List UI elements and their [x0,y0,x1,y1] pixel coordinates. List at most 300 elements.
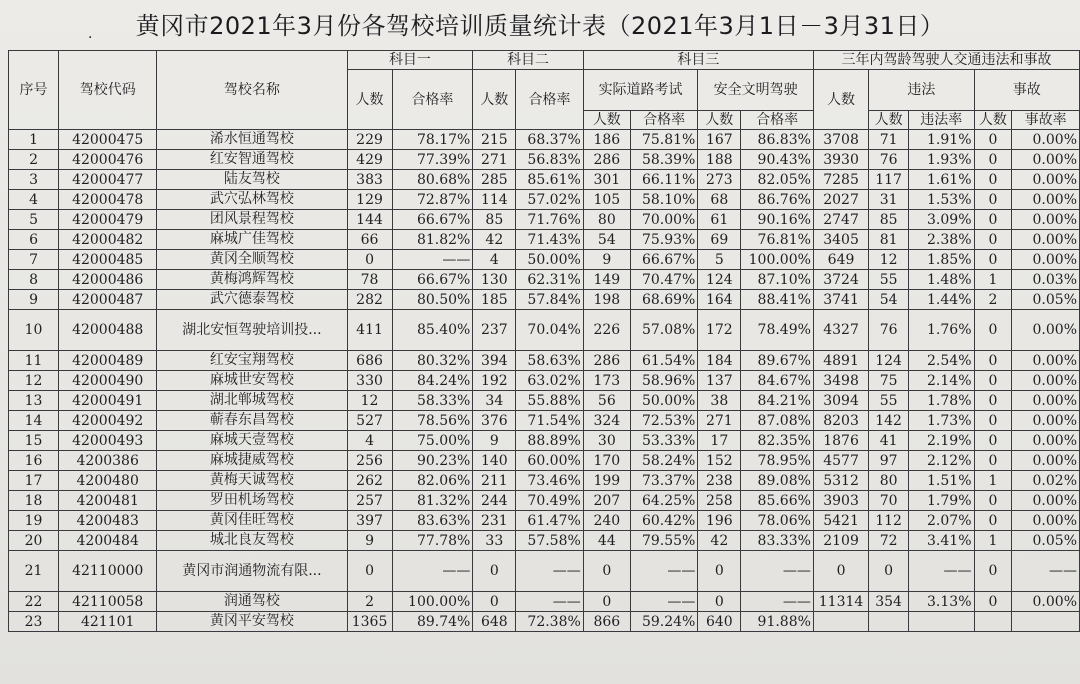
s2-rate-cell: 73.46% [516,471,584,491]
violation-rate-cell: 1.91% [909,130,974,150]
accident-rate-cell: 0.00% [1012,391,1080,411]
violation-rate-cell: 2.54% [909,351,974,371]
s1-rate-cell: 77.39% [392,150,473,170]
accident-rate-cell: 0.00% [1012,310,1080,351]
s1-count-cell: 78 [347,270,392,290]
accident-rate-cell: 0.00% [1012,210,1080,230]
header-subject2: 科目二 [473,51,583,70]
table-row [9,471,1080,491]
violation-rate-cell: 3.13% [909,592,974,612]
three-year-count-cell: 2109 [813,531,868,551]
name-cell: 麻城天壹驾校 [157,431,347,451]
road-count-cell: 170 [583,451,630,471]
s2-rate-cell: 58.63% [516,351,584,371]
code-cell: 42000489 [59,351,157,371]
safe-count-cell: 172 [698,310,741,351]
s2-count-cell: 237 [473,310,516,351]
accident-count-cell: 1 [974,270,1012,290]
three-year-count-cell: 649 [813,250,868,270]
violation-rate-cell: 1.53% [909,190,974,210]
seq-cell: 22 [9,592,59,612]
accident-rate-cell [1012,612,1080,632]
road-count-cell: 324 [583,411,630,431]
violation-count-cell: 112 [869,511,909,531]
accident-count-cell: 0 [974,130,1012,150]
violation-count-cell: 54 [869,290,909,310]
accident-count-cell: 0 [974,511,1012,531]
safe-rate-cell: 76.81% [741,230,814,250]
safe-rate-cell: 82.35% [741,431,814,451]
three-year-count-cell: 0 [813,551,868,592]
header-acc-rate: 事故率 [1012,111,1080,130]
accident-rate-cell: 0.03% [1012,270,1080,290]
table-row [9,250,1080,270]
violation-rate-cell: 1.44% [909,290,974,310]
table-row [9,130,1080,150]
s1-count-cell: 0 [347,551,392,592]
safe-rate-cell: 85.66% [741,491,814,511]
code-cell: 42000491 [59,391,157,411]
road-rate-cell: —— [630,551,698,592]
s1-rate-cell: 83.63% [392,511,473,531]
ink-dot: · [88,30,93,46]
table-row [9,270,1080,290]
table-row [9,210,1080,230]
code-cell: 42000490 [59,371,157,391]
table-row [9,190,1080,210]
seq-cell: 5 [9,210,59,230]
s2-rate-cell: 71.76% [516,210,584,230]
s1-rate-cell: 82.06% [392,471,473,491]
code-cell: 4200481 [59,491,157,511]
safe-count-cell: 124 [698,270,741,290]
road-rate-cell: 58.39% [630,150,698,170]
name-cell: 麻城广佳驾校 [157,230,347,250]
accident-count-cell: 0 [974,592,1012,612]
three-year-count-cell: 3708 [813,130,868,150]
road-rate-cell: 53.33% [630,431,698,451]
seq-cell: 10 [9,310,59,351]
safe-count-cell: 167 [698,130,741,150]
safe-count-cell: 0 [698,592,741,612]
road-count-cell: 286 [583,351,630,371]
accident-count-cell: 0 [974,210,1012,230]
road-rate-cell: 59.24% [630,612,698,632]
s2-rate-cell: 70.49% [516,491,584,511]
safe-count-cell: 68 [698,190,741,210]
s1-count-cell: 397 [347,511,392,531]
violation-count-cell: 0 [869,551,909,592]
three-year-count-cell: 3741 [813,290,868,310]
s2-count-cell: 231 [473,511,516,531]
three-year-count-cell: 3930 [813,150,868,170]
s2-count-cell: 85 [473,210,516,230]
accident-count-cell: 2 [974,290,1012,310]
accident-count-cell: 0 [974,250,1012,270]
name-cell: 浠水恒通驾校 [157,130,347,150]
s2-count-cell: 0 [473,592,516,612]
header-violation: 违法 [869,70,974,111]
safe-rate-cell: 78.49% [741,310,814,351]
s2-count-cell: 130 [473,270,516,290]
safe-rate-cell: 84.21% [741,391,814,411]
road-rate-cell: 70.00% [630,210,698,230]
s1-count-cell: 282 [347,290,392,310]
s2-rate-cell: 50.00% [516,250,584,270]
code-cell: 42000487 [59,290,157,310]
safe-rate-cell: 83.33% [741,531,814,551]
safe-rate-cell: —— [741,551,814,592]
s1-count-cell: 66 [347,230,392,250]
accident-count-cell: 0 [974,371,1012,391]
three-year-count-cell [813,612,868,632]
s1-count-cell: 429 [347,150,392,170]
accident-count-cell: 0 [974,391,1012,411]
s1-count-cell: 129 [347,190,392,210]
safe-rate-cell: 78.95% [741,451,814,471]
name-cell: 黄冈佳旺驾校 [157,511,347,531]
road-rate-cell: 50.00% [630,391,698,411]
violation-count-cell: 142 [869,411,909,431]
s1-count-cell: 144 [347,210,392,230]
accident-count-cell: 1 [974,471,1012,491]
seq-cell: 16 [9,451,59,471]
safe-count-cell: 152 [698,451,741,471]
s2-rate-cell: 85.61% [516,170,584,190]
road-rate-cell: 64.25% [630,491,698,511]
table-row [9,230,1080,250]
road-rate-cell: 57.08% [630,310,698,351]
seq-cell: 17 [9,471,59,491]
violation-count-cell: 354 [869,592,909,612]
three-year-count-cell: 3903 [813,491,868,511]
code-cell: 42000482 [59,230,157,250]
violation-rate-cell: 1.85% [909,250,974,270]
s2-rate-cell: 71.54% [516,411,584,431]
violation-rate-cell: 2.38% [909,230,974,250]
s2-rate-cell: 57.84% [516,290,584,310]
code-cell: 42000486 [59,270,157,290]
violation-rate-cell: 1.73% [909,411,974,431]
accident-count-cell: 0 [974,310,1012,351]
seq-cell: 3 [9,170,59,190]
table-row [9,411,1080,431]
seq-cell: 18 [9,491,59,511]
accident-rate-cell: 0.00% [1012,190,1080,210]
road-rate-cell: 60.42% [630,511,698,531]
violation-count-cell [869,612,909,632]
s1-count-cell: 256 [347,451,392,471]
accident-rate-cell: 0.00% [1012,411,1080,431]
road-count-cell: 866 [583,612,630,632]
accident-rate-cell: 0.00% [1012,451,1080,471]
header-name: 驾校名称 [157,51,347,130]
road-rate-cell: 66.11% [630,170,698,190]
name-cell: 黄冈全顺驾校 [157,250,347,270]
road-rate-cell: 73.37% [630,471,698,491]
s2-rate-cell: 70.04% [516,310,584,351]
three-year-count-cell: 5421 [813,511,868,531]
three-year-count-cell: 3405 [813,230,868,250]
s2-rate-cell: 88.89% [516,431,584,451]
violation-count-cell: 75 [869,371,909,391]
s1-rate-cell: 85.40% [392,310,473,351]
s1-rate-cell: 78.56% [392,411,473,431]
header-s1-count: 人数 [347,70,392,130]
road-rate-cell: 79.55% [630,531,698,551]
header-road-rate: 合格率 [630,111,698,130]
s1-count-cell: 229 [347,130,392,150]
road-count-cell: 207 [583,491,630,511]
accident-rate-cell: 0.00% [1012,592,1080,612]
name-cell: 麻城世安驾校 [157,371,347,391]
accident-rate-cell: 0.00% [1012,431,1080,451]
table-row [9,491,1080,511]
table-row [9,431,1080,451]
code-cell: 4200483 [59,511,157,531]
road-rate-cell: 70.47% [630,270,698,290]
s1-count-cell: 12 [347,391,392,411]
header-three-year: 三年内驾龄驾驶人交通违法和事故 [813,51,1079,70]
accident-count-cell: 0 [974,411,1012,431]
name-cell: 红安宝翔驾校 [157,351,347,371]
s2-rate-cell: 60.00% [516,451,584,471]
s2-count-cell: 114 [473,190,516,210]
s2-rate-cell: 71.43% [516,230,584,250]
name-cell: 湖北郸城驾校 [157,391,347,411]
name-cell: 黄冈市润通物流有限... [157,551,347,592]
s2-rate-cell: 57.58% [516,531,584,551]
violation-count-cell: 41 [869,431,909,451]
accident-rate-cell: 0.00% [1012,511,1080,531]
road-rate-cell: 75.93% [630,230,698,250]
accident-rate-cell: —— [1012,551,1080,592]
table-row [9,391,1080,411]
code-cell: 42000478 [59,190,157,210]
violation-rate-cell: 1.48% [909,270,974,290]
road-rate-cell: 68.69% [630,290,698,310]
violation-rate-cell: 2.19% [909,431,974,451]
accident-rate-cell: 0.02% [1012,471,1080,491]
accident-rate-cell: 0.05% [1012,531,1080,551]
s2-rate-cell: 68.37% [516,130,584,150]
violation-rate-cell: 2.07% [909,511,974,531]
violation-count-cell: 76 [869,310,909,351]
name-cell: 湖北安恒驾驶培训投... [157,310,347,351]
safe-count-cell: 61 [698,210,741,230]
s2-count-cell: 215 [473,130,516,150]
header-acc-count: 人数 [974,111,1012,130]
violation-count-cell: 72 [869,531,909,551]
code-cell: 42110000 [59,551,157,592]
table-row [9,371,1080,391]
name-cell: 城北良友驾校 [157,531,347,551]
safe-rate-cell: 86.76% [741,190,814,210]
seq-cell: 20 [9,531,59,551]
safe-count-cell: 271 [698,411,741,431]
s2-rate-cell: 61.47% [516,511,584,531]
violation-rate-cell: —— [909,551,974,592]
s1-count-cell: 2 [347,592,392,612]
table-row [9,290,1080,310]
code-cell: 4200480 [59,471,157,491]
three-year-count-cell: 2027 [813,190,868,210]
safe-rate-cell: 89.08% [741,471,814,491]
s2-count-cell: 376 [473,411,516,431]
table-row [9,451,1080,471]
s1-rate-cell: —— [392,551,473,592]
s1-rate-cell: 80.32% [392,351,473,371]
s2-count-cell: 192 [473,371,516,391]
road-count-cell: 199 [583,471,630,491]
safe-count-cell: 0 [698,551,741,592]
three-year-count-cell: 3498 [813,371,868,391]
violation-rate-cell: 1.51% [909,471,974,491]
road-count-cell: 286 [583,150,630,170]
s1-rate-cell: 66.67% [392,270,473,290]
header-s2-count: 人数 [473,70,516,130]
violation-count-cell: 97 [869,451,909,471]
accident-count-cell: 0 [974,230,1012,250]
three-year-count-cell: 11314 [813,592,868,612]
road-count-cell: 301 [583,170,630,190]
s2-rate-cell: 62.31% [516,270,584,290]
violation-rate-cell: 3.41% [909,531,974,551]
seq-cell: 9 [9,290,59,310]
accident-rate-cell: 0.00% [1012,371,1080,391]
table-row [9,531,1080,551]
road-count-cell: 54 [583,230,630,250]
safe-rate-cell: —— [741,592,814,612]
accident-count-cell: 0 [974,491,1012,511]
code-cell: 42000488 [59,310,157,351]
road-rate-cell: 58.10% [630,190,698,210]
s2-count-cell: 285 [473,170,516,190]
s1-count-cell: 1365 [347,612,392,632]
s1-count-cell: 527 [347,411,392,431]
stats-table [8,50,1080,632]
seq-cell: 6 [9,230,59,250]
violation-count-cell: 76 [869,150,909,170]
safe-count-cell: 69 [698,230,741,250]
violation-rate-cell: 1.79% [909,491,974,511]
accident-count-cell [974,612,1012,632]
header-ty-count: 人数 [813,70,868,130]
s2-count-cell: 0 [473,551,516,592]
road-count-cell: 0 [583,551,630,592]
seq-cell: 19 [9,511,59,531]
road-count-cell: 173 [583,371,630,391]
road-count-cell: 198 [583,290,630,310]
seq-cell: 4 [9,190,59,210]
table-row [9,310,1080,351]
violation-count-cell: 70 [869,491,909,511]
violation-count-cell: 71 [869,130,909,150]
s1-rate-cell: 72.87% [392,190,473,210]
s1-rate-cell: 89.74% [392,612,473,632]
s2-rate-cell: 55.88% [516,391,584,411]
accident-count-cell: 0 [974,150,1012,170]
table-row [9,551,1080,592]
s1-count-cell: 4 [347,431,392,451]
road-count-cell: 149 [583,270,630,290]
name-cell: 陆友驾校 [157,170,347,190]
code-cell: 42000492 [59,411,157,431]
three-year-count-cell: 3094 [813,391,868,411]
code-cell: 421101 [59,612,157,632]
road-rate-cell: 58.96% [630,371,698,391]
s1-rate-cell: 77.78% [392,531,473,551]
violation-rate-cell: 1.78% [909,391,974,411]
header-s1-rate: 合格率 [392,70,473,130]
road-count-cell: 240 [583,511,630,531]
name-cell: 麻城捷威驾校 [157,451,347,471]
violation-count-cell: 117 [869,170,909,190]
violation-count-cell: 81 [869,230,909,250]
seq-cell: 7 [9,250,59,270]
accident-rate-cell: 0.00% [1012,250,1080,270]
road-rate-cell: —— [630,592,698,612]
seq-cell: 1 [9,130,59,150]
s2-count-cell: 34 [473,391,516,411]
violation-rate-cell: 2.12% [909,451,974,471]
code-cell: 42000493 [59,431,157,451]
safe-rate-cell: 87.08% [741,411,814,431]
header-accident: 事故 [974,70,1080,111]
s1-rate-cell: 80.68% [392,170,473,190]
s1-rate-cell: 90.23% [392,451,473,471]
header-safe-driving: 安全文明驾驶 [698,70,814,111]
s2-count-cell: 211 [473,471,516,491]
code-cell: 42000485 [59,250,157,270]
code-cell: 42000477 [59,170,157,190]
accident-count-cell: 0 [974,190,1012,210]
s1-count-cell: 686 [347,351,392,371]
s2-count-cell: 4 [473,250,516,270]
s2-count-cell: 394 [473,351,516,371]
s1-rate-cell: 81.82% [392,230,473,250]
violation-count-cell: 55 [869,391,909,411]
safe-rate-cell: 90.16% [741,210,814,230]
table-row [9,612,1080,632]
header-s2-rate: 合格率 [516,70,584,130]
violation-count-cell: 55 [869,270,909,290]
safe-rate-cell: 86.83% [741,130,814,150]
s2-rate-cell: 57.02% [516,190,584,210]
three-year-count-cell: 1876 [813,431,868,451]
header-safe-rate: 合格率 [741,111,814,130]
code-cell: 42110058 [59,592,157,612]
table-row [9,511,1080,531]
code-cell: 42000479 [59,210,157,230]
violation-count-cell: 124 [869,351,909,371]
accident-count-cell: 0 [974,451,1012,471]
safe-rate-cell: 84.67% [741,371,814,391]
s1-rate-cell: 81.32% [392,491,473,511]
s2-count-cell: 244 [473,491,516,511]
safe-count-cell: 238 [698,471,741,491]
s2-count-cell: 185 [473,290,516,310]
accident-rate-cell: 0.00% [1012,351,1080,371]
safe-count-cell: 38 [698,391,741,411]
name-cell: 黄梅鸿辉驾校 [157,270,347,290]
seq-cell: 2 [9,150,59,170]
accident-count-cell: 0 [974,351,1012,371]
s2-count-cell: 9 [473,431,516,451]
s1-count-cell: 257 [347,491,392,511]
seq-cell: 23 [9,612,59,632]
name-cell: 黄梅天诚驾校 [157,471,347,491]
